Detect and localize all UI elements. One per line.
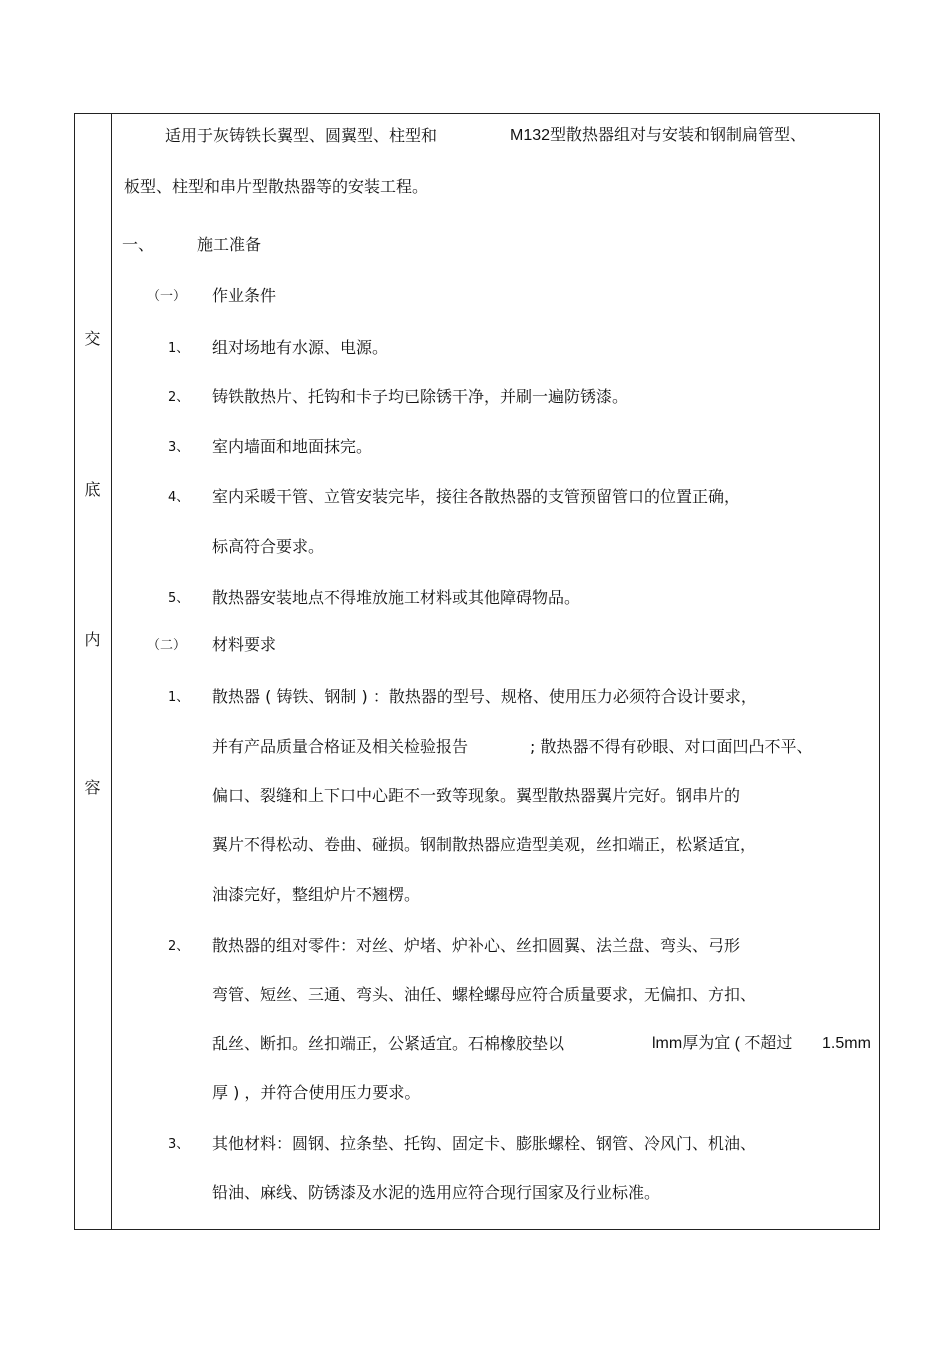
table-frame — [74, 113, 880, 1230]
sub2-item2-line2: 弯管、短丝、三通、弯头、油任、螺栓螺母应符合质量要求，无偏扣、方扣、 — [212, 985, 757, 1004]
sub2-number: （二） — [147, 638, 187, 653]
sub2-item1-line4: 翼片不得松动、卷曲、碰损。钢制散热器应造型美观，丝扣端正，松紧适宜， — [212, 835, 757, 854]
intro-line1-b: M132型散热器组对与安装和钢制扁管型、 — [510, 127, 807, 144]
sub1-item5-text: 散热器安装地点不得堆放施工材料或其他障碍物品。 — [212, 588, 581, 607]
sub2-item1-line3: 偏口、裂缝和上下口中心距不一致等现象。翼型散热器翼片完好。钢串片的 — [212, 786, 741, 805]
sub2-item3-line1: 其他材料：圆钢、拉条垫、托钩、固定卡、膨胀螺栓、钢管、冷风门、机油、 — [212, 1134, 757, 1153]
sub2-item1-line2-b: ; 散热器不得有砂眼、对口面凹凸不平、 — [530, 737, 813, 756]
side-label-char-3: 内 — [84, 630, 101, 649]
section1-title: 施工准备 — [197, 235, 262, 254]
sub2-item1-line2-a: 并有产品质量合格证及相关检验报告 — [212, 737, 469, 756]
sub2-item1-line5: 油漆完好，整组炉片不翘楞。 — [212, 885, 421, 904]
sub2-item2-line3-c: 1.5mm — [822, 1035, 871, 1052]
sub1-number: （一） — [147, 289, 187, 304]
sub1-title: 作业条件 — [212, 286, 277, 305]
sub2-item1-number: 1、 — [168, 690, 190, 705]
sub1-item2-number: 2、 — [168, 390, 190, 405]
side-label-char-2: 底 — [84, 480, 101, 499]
sub1-item4-text-cont: 标高符合要求。 — [212, 537, 325, 556]
section1-number: 一、 — [122, 235, 155, 254]
sub2-item2-line4: 厚 ) ，并符合使用压力要求。 — [212, 1083, 421, 1102]
sub2-item2-line3-b: lmm厚为宜 ( 不超过 — [652, 1035, 793, 1052]
sub1-item3-text: 室内墙面和地面抹完。 — [212, 437, 373, 456]
sub2-item1-line1: 散热器 ( 铸铁、钢制 ) ：散热器的型号、规格、使用压力必须符合设计要求， — [212, 687, 757, 706]
sub1-item2-text: 铸铁散热片、托钩和卡子均已除锈干净，并刷一遍防锈漆。 — [212, 387, 629, 406]
sub1-item1-text: 组对场地有水源、电源。 — [212, 338, 389, 357]
column-divider — [111, 113, 112, 1230]
sub1-item1-number: 1、 — [168, 341, 190, 356]
sub2-item2-line1: 散热器的组对零件：对丝、炉堵、炉补心、丝扣圆翼、法兰盘、弯头、弓形 — [212, 936, 741, 955]
intro-line1-a: 适用于灰铸铁长翼型、圆翼型、柱型和 — [165, 126, 438, 145]
sub1-item4-text: 室内采暖干管、立管安装完毕，接往各散热器的支管预留管口的位置正确， — [212, 487, 741, 506]
sub2-title: 材料要求 — [212, 635, 277, 654]
sub2-item3-number: 3、 — [168, 1137, 190, 1152]
sub2-item2-line3-a: 乱丝、断扣。丝扣端正，公紧适宜。石棉橡胶垫以 — [212, 1034, 565, 1053]
sub2-item3-line2: 铅油、麻线、防锈漆及水泥的选用应符合现行国家及行业标准。 — [212, 1183, 661, 1202]
sub2-item2-number: 2、 — [168, 939, 190, 954]
side-label-char-1: 交 — [84, 329, 101, 348]
sub1-item5-number: 5、 — [168, 591, 190, 606]
sub1-item3-number: 3、 — [168, 440, 190, 455]
sub1-item4-number: 4、 — [168, 490, 190, 505]
intro-line2: 板型、柱型和串片型散热器等的安装工程。 — [124, 177, 429, 196]
side-label-char-4: 容 — [84, 778, 101, 797]
